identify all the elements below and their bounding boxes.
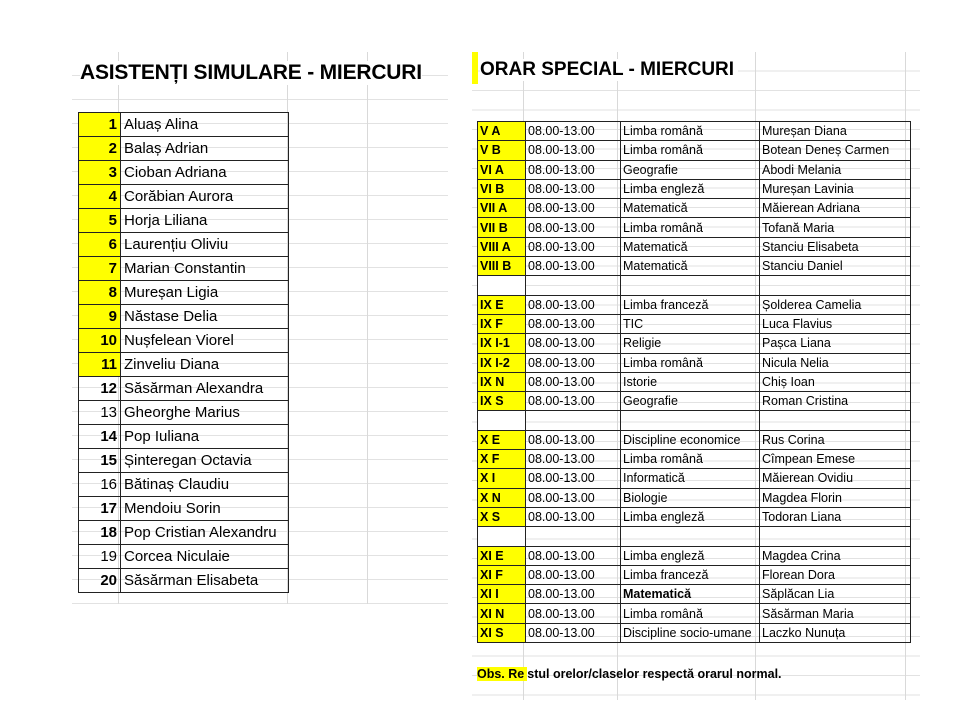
assistant-name: Horja Liliana <box>121 209 289 233</box>
schedule-note <box>477 664 782 684</box>
time-cell: 08.00-13.00 <box>526 334 621 353</box>
subject-cell: Limba engleză <box>621 546 760 565</box>
class-cell: X F <box>478 450 526 469</box>
schedule-table <box>477 121 911 643</box>
schedule-row <box>478 179 911 198</box>
time-cell: 08.00-13.00 <box>526 604 621 623</box>
empty-cell <box>621 276 760 295</box>
schedule-row <box>478 372 911 391</box>
schedule-row <box>478 488 911 507</box>
subject-cell: Limba română <box>621 353 760 372</box>
assistant-number: 6 <box>79 233 121 257</box>
class-cell: X I <box>478 469 526 488</box>
teacher-cell: Botean Deneș Carmen <box>760 141 911 160</box>
subject-cell: Geografie <box>621 392 760 411</box>
assistant-row <box>79 353 289 377</box>
assistant-name: Săsărman Elisabeta <box>121 569 289 593</box>
subject-cell: Discipline socio-umane <box>621 623 760 642</box>
schedule-row <box>478 257 911 276</box>
class-cell: V A <box>478 122 526 141</box>
subject-cell: Limba română <box>621 604 760 623</box>
time-cell: 08.00-13.00 <box>526 295 621 314</box>
class-cell: IX E <box>478 295 526 314</box>
assistant-number: 7 <box>79 257 121 281</box>
assistant-row <box>79 545 289 569</box>
assistant-number: 15 <box>79 449 121 473</box>
assistant-row <box>79 401 289 425</box>
teacher-cell: Laczko Nunuța <box>760 623 911 642</box>
schedule-row <box>478 604 911 623</box>
subject-cell: Limba engleză <box>621 507 760 526</box>
assistants-table <box>78 112 289 593</box>
subject-cell: Discipline economice <box>621 430 760 449</box>
time-cell: 08.00-13.00 <box>526 353 621 372</box>
class-cell: IX I-2 <box>478 353 526 372</box>
teacher-cell: Stanciu Elisabeta <box>760 237 911 256</box>
schedule-row <box>478 295 911 314</box>
empty-cell <box>526 411 621 430</box>
time-cell: 08.00-13.00 <box>526 488 621 507</box>
teacher-cell: Mureșan Lavinia <box>760 179 911 198</box>
subject-cell: Matematică <box>621 199 760 218</box>
schedule-row <box>478 334 911 353</box>
assistant-number: 13 <box>79 401 121 425</box>
schedule-title: ORAR SPECIAL - MIERCURI <box>480 59 738 81</box>
assistant-number: 5 <box>79 209 121 233</box>
teacher-cell: Roman Cristina <box>760 392 911 411</box>
teacher-cell: Cîmpean Emese <box>760 450 911 469</box>
assistant-row <box>79 185 289 209</box>
subject-cell: Limba franceză <box>621 295 760 314</box>
time-cell: 08.00-13.00 <box>526 314 621 333</box>
teacher-cell: Șolderea Camelia <box>760 295 911 314</box>
class-cell: XI I <box>478 585 526 604</box>
assistant-row <box>79 329 289 353</box>
teacher-cell: Săplăcan Lia <box>760 585 911 604</box>
assistant-number: 12 <box>79 377 121 401</box>
class-cell: XI E <box>478 546 526 565</box>
time-cell: 08.00-13.00 <box>526 585 621 604</box>
teacher-cell: Tofană Maria <box>760 218 911 237</box>
schedule-separator-row <box>478 411 911 430</box>
teacher-cell: Luca Flavius <box>760 314 911 333</box>
schedule-row <box>478 199 911 218</box>
time-cell: 08.00-13.00 <box>526 237 621 256</box>
assistant-row <box>79 449 289 473</box>
teacher-cell: Săsărman Maria <box>760 604 911 623</box>
schedule-row <box>478 565 911 584</box>
assistant-number: 9 <box>79 305 121 329</box>
subject-cell: Limba română <box>621 450 760 469</box>
assistant-row <box>79 377 289 401</box>
class-cell: VIII A <box>478 237 526 256</box>
empty-cell <box>526 276 621 295</box>
class-cell: IX I-1 <box>478 334 526 353</box>
subject-cell: Limba română <box>621 122 760 141</box>
class-cell: IX S <box>478 392 526 411</box>
time-cell: 08.00-13.00 <box>526 565 621 584</box>
schedule-row <box>478 141 911 160</box>
teacher-cell: Magdea Crina <box>760 546 911 565</box>
assistant-name: Năstase Delia <box>121 305 289 329</box>
schedule-row <box>478 585 911 604</box>
assistant-row <box>79 497 289 521</box>
teacher-cell: Măierean Adriana <box>760 199 911 218</box>
time-cell: 08.00-13.00 <box>526 257 621 276</box>
assistant-number: 8 <box>79 281 121 305</box>
schedule-row <box>478 469 911 488</box>
assistant-number: 20 <box>79 569 121 593</box>
subject-cell: Limba franceză <box>621 565 760 584</box>
time-cell: 08.00-13.00 <box>526 218 621 237</box>
teacher-cell: Florean Dora <box>760 565 911 584</box>
subject-cell: Matematică <box>621 257 760 276</box>
empty-cell <box>478 276 526 295</box>
empty-cell <box>478 411 526 430</box>
schedule-row <box>478 392 911 411</box>
time-cell: 08.00-13.00 <box>526 623 621 642</box>
assistant-number: 1 <box>79 113 121 137</box>
assistant-number: 16 <box>79 473 121 497</box>
teacher-cell: Todoran Liana <box>760 507 911 526</box>
schedule-row <box>478 160 911 179</box>
assistant-number: 18 <box>79 521 121 545</box>
schedule-row <box>478 623 911 642</box>
assistant-name: Săsărman Alexandra <box>121 377 289 401</box>
time-cell: 08.00-13.00 <box>526 122 621 141</box>
assistant-name: Pop Iuliana <box>121 425 289 449</box>
assistant-number: 4 <box>79 185 121 209</box>
assistant-row <box>79 305 289 329</box>
assistant-name: Corăbian Aurora <box>121 185 289 209</box>
class-cell: VII B <box>478 218 526 237</box>
assistant-name: Mureșan Ligia <box>121 281 289 305</box>
assistant-row <box>79 113 289 137</box>
time-cell: 08.00-13.00 <box>526 160 621 179</box>
assistant-row <box>79 161 289 185</box>
time-cell: 08.00-13.00 <box>526 199 621 218</box>
assistant-row <box>79 473 289 497</box>
assistant-name: Bătinaș Claudiu <box>121 473 289 497</box>
assistant-name: Corcea Niculaie <box>121 545 289 569</box>
assistant-number: 2 <box>79 137 121 161</box>
assistant-name: Marian Constantin <box>121 257 289 281</box>
schedule-separator-row <box>478 527 911 546</box>
time-cell: 08.00-13.00 <box>526 179 621 198</box>
assistant-number: 19 <box>79 545 121 569</box>
assistant-name: Zinveliu Diana <box>121 353 289 377</box>
empty-cell <box>760 411 911 430</box>
time-cell: 08.00-13.00 <box>526 546 621 565</box>
class-cell: VI B <box>478 179 526 198</box>
subject-cell: Matematică <box>621 585 760 604</box>
time-cell: 08.00-13.00 <box>526 507 621 526</box>
class-cell: VIII B <box>478 257 526 276</box>
time-cell: 08.00-13.00 <box>526 450 621 469</box>
assistant-name: Aluaș Alina <box>121 113 289 137</box>
subject-cell: Limba română <box>621 218 760 237</box>
class-cell: XI F <box>478 565 526 584</box>
assistant-number: 11 <box>79 353 121 377</box>
schedule-note-text: stul orelor/claselor respectă orarul normal. <box>527 667 782 681</box>
schedule-note-mark: Obs. Re <box>477 667 527 681</box>
subject-cell: Biologie <box>621 488 760 507</box>
assistant-name: Mendoiu Sorin <box>121 497 289 521</box>
class-cell: X E <box>478 430 526 449</box>
assistant-name: Laurențiu Oliviu <box>121 233 289 257</box>
schedule-row <box>478 430 911 449</box>
teacher-cell: Mureșan Diana <box>760 122 911 141</box>
schedule-separator-row <box>478 276 911 295</box>
teacher-cell: Abodi Melania <box>760 160 911 179</box>
time-cell: 08.00-13.00 <box>526 430 621 449</box>
class-cell: VII A <box>478 199 526 218</box>
subject-cell: TIC <box>621 314 760 333</box>
empty-cell <box>478 527 526 546</box>
schedule-row <box>478 353 911 372</box>
assistant-name: Gheorghe Marius <box>121 401 289 425</box>
schedule-row <box>478 546 911 565</box>
class-cell: X N <box>478 488 526 507</box>
class-cell: XI N <box>478 604 526 623</box>
empty-cell <box>526 527 621 546</box>
assistant-row <box>79 257 289 281</box>
time-cell: 08.00-13.00 <box>526 141 621 160</box>
subject-cell: Informatică <box>621 469 760 488</box>
schedule-row <box>478 450 911 469</box>
schedule-sheet <box>472 52 920 700</box>
time-cell: 08.00-13.00 <box>526 392 621 411</box>
schedule-row <box>478 122 911 141</box>
assistant-name: Șinteregan Octavia <box>121 449 289 473</box>
subject-cell: Limba engleză <box>621 179 760 198</box>
assistant-number: 3 <box>79 161 121 185</box>
teacher-cell: Magdea Florin <box>760 488 911 507</box>
class-cell: X S <box>478 507 526 526</box>
assistant-number: 14 <box>79 425 121 449</box>
time-cell: 08.00-13.00 <box>526 372 621 391</box>
assistant-row <box>79 425 289 449</box>
time-cell: 08.00-13.00 <box>526 469 621 488</box>
assistant-row <box>79 209 289 233</box>
teacher-cell: Rus Corina <box>760 430 911 449</box>
assistant-row <box>79 521 289 545</box>
teacher-cell: Stanciu Daniel <box>760 257 911 276</box>
assistant-row <box>79 569 289 593</box>
assistant-name: Nușfelean Viorel <box>121 329 289 353</box>
subject-cell: Geografie <box>621 160 760 179</box>
teacher-cell: Măierean Ovidiu <box>760 469 911 488</box>
teacher-cell: Nicula Nelia <box>760 353 911 372</box>
assistant-row <box>79 281 289 305</box>
assistants-title: ASISTENȚI SIMULARE - MIERCURI <box>80 61 422 84</box>
title-highlight-marker <box>472 52 478 84</box>
schedule-row <box>478 507 911 526</box>
subject-cell: Matematică <box>621 237 760 256</box>
assistant-name: Balaș Adrian <box>121 137 289 161</box>
assistant-number: 17 <box>79 497 121 521</box>
subject-cell: Limba română <box>621 141 760 160</box>
empty-cell <box>621 411 760 430</box>
subject-cell: Istorie <box>621 372 760 391</box>
assistant-number: 10 <box>79 329 121 353</box>
empty-cell <box>760 276 911 295</box>
teacher-cell: Pașca Liana <box>760 334 911 353</box>
class-cell: IX F <box>478 314 526 333</box>
assistant-name: Cioban Adriana <box>121 161 289 185</box>
teacher-cell: Chiș Ioan <box>760 372 911 391</box>
schedule-row <box>478 314 911 333</box>
class-cell: IX N <box>478 372 526 391</box>
assistant-row <box>79 137 289 161</box>
class-cell: XI S <box>478 623 526 642</box>
schedule-row <box>478 237 911 256</box>
class-cell: VI A <box>478 160 526 179</box>
empty-cell <box>621 527 760 546</box>
assistant-name: Pop Cristian Alexandru <box>121 521 289 545</box>
empty-cell <box>760 527 911 546</box>
subject-cell: Religie <box>621 334 760 353</box>
class-cell: V B <box>478 141 526 160</box>
assistants-sheet <box>72 52 448 604</box>
schedule-row <box>478 218 911 237</box>
assistant-row <box>79 233 289 257</box>
